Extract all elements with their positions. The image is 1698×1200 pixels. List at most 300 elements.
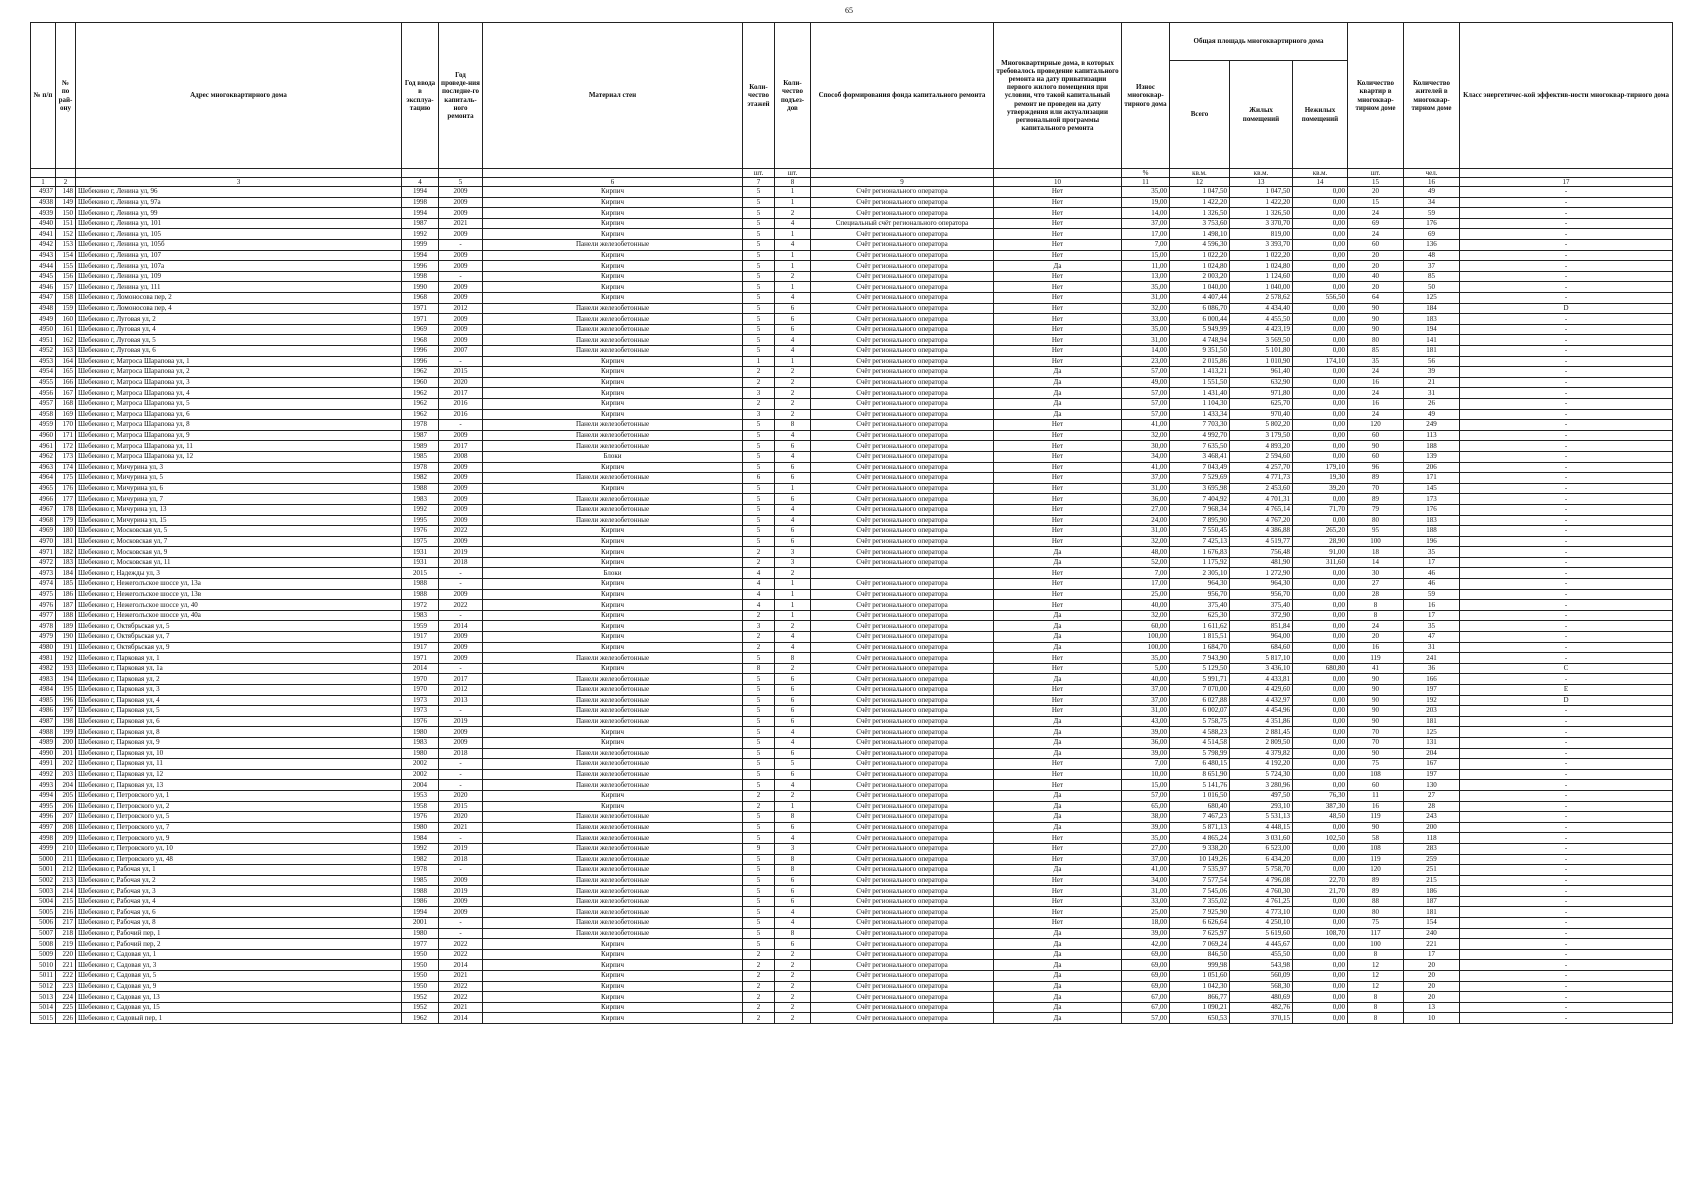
cell-wall-material: Блоки <box>483 568 743 579</box>
cell-area-nonresidential: 0,00 <box>1293 451 1348 462</box>
cell-area-total: 1 022,20 <box>1170 250 1230 261</box>
cell-area-residential: 4 767,20 <box>1230 515 1293 526</box>
cell-area-nonresidential: 0,00 <box>1293 568 1348 579</box>
cell-residents: 47 <box>1404 632 1460 643</box>
cell-area-total: 7 355,02 <box>1170 896 1230 907</box>
cell-wear-percent: 41,00 <box>1122 865 1170 876</box>
cell-residents: 31 <box>1404 388 1460 399</box>
cell-apartments: 24 <box>1348 367 1404 378</box>
cell-floors: 2 <box>743 557 775 568</box>
cell-address: Шебекино г, Парковая ул, 4 <box>76 695 402 706</box>
cell-wall-material: Кирпич <box>483 271 743 282</box>
cell-district-number: 197 <box>56 706 76 717</box>
cell-residents: 206 <box>1404 462 1460 473</box>
cell-wall-material: Панели железобетонные <box>483 240 743 251</box>
cell-address: Шебекино г, Матроса Шарапова ул, 11 <box>76 441 402 452</box>
cell-entrances: 6 <box>775 896 811 907</box>
cell-entrances: 1 <box>775 600 811 611</box>
cell-area-residential: 543,98 <box>1230 960 1293 971</box>
cell-last-repair-year: 2009 <box>439 250 483 261</box>
cell-entrances: 2 <box>775 992 811 1003</box>
cell-wall-material: Кирпич <box>483 218 743 229</box>
cell-entrances: 6 <box>775 695 811 706</box>
cell-year-built: 2015 <box>402 568 439 579</box>
cell-area-total: 1 676,83 <box>1170 547 1230 558</box>
cell-residents: 130 <box>1404 780 1460 791</box>
cell-wall-material: Панели железобетонные <box>483 706 743 717</box>
cell-area-nonresidential: 0,00 <box>1293 367 1348 378</box>
cell-year-built: 1987 <box>402 218 439 229</box>
table-row <box>31 918 1673 929</box>
cell-residents: 59 <box>1404 208 1460 219</box>
cell-address: Шебекино г, Ленина ул, 107 <box>76 250 402 261</box>
cell-area-total: 6 626,64 <box>1170 918 1230 929</box>
cell-apartments: 120 <box>1348 865 1404 876</box>
cell-row-number: 4946 <box>31 282 56 293</box>
cell-year-built: 1953 <box>402 790 439 801</box>
cell-year-built: 1962 <box>402 1013 439 1024</box>
cell-area-nonresidential: 0,00 <box>1293 409 1348 420</box>
column-number: 12 <box>1170 178 1230 187</box>
cell-row-number: 4996 <box>31 812 56 823</box>
table-row <box>31 483 1673 494</box>
cell-apartments: 18 <box>1348 547 1404 558</box>
cell-address: Шебекино г, Петровского ул, 9 <box>76 833 402 844</box>
cell-wear-percent: 32,00 <box>1122 610 1170 621</box>
cell-apartments: 60 <box>1348 240 1404 251</box>
cell-apartments: 8 <box>1348 949 1404 960</box>
cell-area-residential: 4 773,10 <box>1230 907 1293 918</box>
housing-register-table <box>30 22 1673 1024</box>
cell-wall-material: Кирпич <box>483 208 743 219</box>
table-row <box>31 557 1673 568</box>
table-row <box>31 790 1673 801</box>
cell-area-total: 6 002,07 <box>1170 706 1230 717</box>
cell-energy-class: - <box>1460 420 1673 431</box>
table-body <box>31 187 1673 1024</box>
cell-district-number: 169 <box>56 409 76 420</box>
cell-floors: 8 <box>743 663 775 674</box>
cell-address: Шебекино г, Петровского ул, 10 <box>76 843 402 854</box>
cell-entrances: 1 <box>775 579 811 590</box>
cell-residents: 69 <box>1404 229 1460 240</box>
cell-floors: 3 <box>743 388 775 399</box>
cell-year-built: 1931 <box>402 557 439 568</box>
cell-repair-required: Да <box>994 865 1122 876</box>
cell-district-number: 181 <box>56 536 76 547</box>
cell-row-number: 4974 <box>31 579 56 590</box>
table-row <box>31 377 1673 388</box>
cell-area-total: 1 413,21 <box>1170 367 1230 378</box>
cell-residents: 215 <box>1404 875 1460 886</box>
cell-last-repair-year: - <box>439 918 483 929</box>
cell-district-number: 150 <box>56 208 76 219</box>
table-row <box>31 674 1673 685</box>
cell-wall-material: Кирпич <box>483 1013 743 1024</box>
cell-year-built: 1962 <box>402 388 439 399</box>
cell-district-number: 196 <box>56 695 76 706</box>
cell-entrances: 6 <box>775 939 811 950</box>
cell-wear-percent: 35,00 <box>1122 833 1170 844</box>
cell-area-residential: 375,40 <box>1230 600 1293 611</box>
header-year-built: Год ввода в эксплуа-тацию <box>402 23 439 169</box>
cell-apartments: 14 <box>1348 557 1404 568</box>
cell-last-repair-year: 2009 <box>439 875 483 886</box>
cell-floors: 5 <box>743 229 775 240</box>
cell-wear-percent: 67,00 <box>1122 992 1170 1003</box>
cell-area-residential: 568,30 <box>1230 981 1293 992</box>
cell-district-number: 213 <box>56 875 76 886</box>
cell-floors: 5 <box>743 918 775 929</box>
cell-energy-class: - <box>1460 790 1673 801</box>
cell-residents: 50 <box>1404 282 1460 293</box>
cell-year-built: 1950 <box>402 960 439 971</box>
cell-fund-method: Счёт регионального оператора <box>811 727 994 738</box>
cell-wall-material: Панели железобетонные <box>483 896 743 907</box>
cell-area-nonresidential: 0,00 <box>1293 600 1348 611</box>
cell-fund-method: Счёт регионального оператора <box>811 271 994 282</box>
cell-last-repair-year: 2009 <box>439 473 483 484</box>
cell-area-total: 7 943,90 <box>1170 653 1230 664</box>
cell-fund-method: Счёт регионального оператора <box>811 843 994 854</box>
cell-district-number: 218 <box>56 928 76 939</box>
cell-entrances: 1 <box>775 197 811 208</box>
cell-fund-method: Счёт регионального оператора <box>811 420 994 431</box>
cell-district-number: 198 <box>56 716 76 727</box>
cell-row-number: 4942 <box>31 240 56 251</box>
cell-area-total: 1 175,92 <box>1170 557 1230 568</box>
unit-label <box>994 169 1122 178</box>
cell-area-nonresidential: 0,00 <box>1293 769 1348 780</box>
cell-wall-material: Панели железобетонные <box>483 865 743 876</box>
cell-entrances: 1 <box>775 610 811 621</box>
cell-wall-material: Кирпич <box>483 610 743 621</box>
unit-label <box>439 169 483 178</box>
cell-apartments: 11 <box>1348 790 1404 801</box>
table-row <box>31 610 1673 621</box>
cell-year-built: 1983 <box>402 610 439 621</box>
table-row <box>31 949 1673 960</box>
cell-row-number: 5000 <box>31 854 56 865</box>
cell-apartments: 58 <box>1348 833 1404 844</box>
cell-last-repair-year: 2019 <box>439 843 483 854</box>
cell-address: Шебекино г, Луговая ул, 5 <box>76 335 402 346</box>
cell-floors: 2 <box>743 981 775 992</box>
cell-floors: 5 <box>743 271 775 282</box>
cell-last-repair-year: 2022 <box>439 949 483 960</box>
cell-floors: 5 <box>743 526 775 537</box>
cell-area-total: 2 015,86 <box>1170 356 1230 367</box>
cell-area-total: 3 753,60 <box>1170 218 1230 229</box>
cell-fund-method: Счёт регионального оператора <box>811 526 994 537</box>
header-floors: Коли-чество этажей <box>743 23 775 169</box>
cell-area-nonresidential: 0,00 <box>1293 388 1348 399</box>
cell-last-repair-year: - <box>439 928 483 939</box>
cell-wear-percent: 25,00 <box>1122 907 1170 918</box>
cell-address: Шебекино г, Парковая ул, 11 <box>76 759 402 770</box>
cell-residents: 181 <box>1404 716 1460 727</box>
cell-residents: 35 <box>1404 621 1460 632</box>
cell-entrances: 2 <box>775 409 811 420</box>
cell-year-built: 1980 <box>402 748 439 759</box>
cell-entrances: 6 <box>775 473 811 484</box>
cell-district-number: 153 <box>56 240 76 251</box>
table-row <box>31 409 1673 420</box>
table-row <box>31 886 1673 897</box>
cell-apartments: 24 <box>1348 229 1404 240</box>
cell-area-residential: 4 454,96 <box>1230 706 1293 717</box>
cell-floors: 4 <box>743 589 775 600</box>
cell-floors: 5 <box>743 875 775 886</box>
cell-entrances: 1 <box>775 250 811 261</box>
table-row <box>31 398 1673 409</box>
cell-energy-class: - <box>1460 981 1673 992</box>
cell-repair-required: Да <box>994 981 1122 992</box>
cell-apartments: 16 <box>1348 801 1404 812</box>
cell-floors: 2 <box>743 642 775 653</box>
cell-wall-material: Панели железобетонные <box>483 314 743 325</box>
cell-residents: 20 <box>1404 992 1460 1003</box>
column-number: 17 <box>1460 178 1673 187</box>
cell-area-residential: 4 519,77 <box>1230 536 1293 547</box>
cell-energy-class: - <box>1460 377 1673 388</box>
cell-area-residential: 756,48 <box>1230 547 1293 558</box>
cell-wear-percent: 23,00 <box>1122 356 1170 367</box>
cell-fund-method: Счёт регионального оператора <box>811 716 994 727</box>
cell-wall-material: Панели железобетонные <box>483 780 743 791</box>
cell-wall-material: Кирпич <box>483 377 743 388</box>
cell-address: Шебекино г, Мичурина ул, 6 <box>76 483 402 494</box>
cell-wall-material: Кирпич <box>483 526 743 537</box>
cell-row-number: 4937 <box>31 187 56 198</box>
cell-floors: 5 <box>743 759 775 770</box>
cell-area-residential: 5 802,20 <box>1230 420 1293 431</box>
cell-entrances: 2 <box>775 663 811 674</box>
cell-wear-percent: 65,00 <box>1122 801 1170 812</box>
cell-last-repair-year: 2009 <box>439 197 483 208</box>
cell-floors: 2 <box>743 992 775 1003</box>
cell-area-total: 7 550,45 <box>1170 526 1230 537</box>
cell-wall-material: Панели железобетонные <box>483 685 743 696</box>
cell-address: Шебекино г, Московская ул, 7 <box>76 536 402 547</box>
cell-address: Шебекино г, Садовая ул, 13 <box>76 992 402 1003</box>
cell-row-number: 4998 <box>31 833 56 844</box>
cell-address: Шебекино г, Московская ул, 9 <box>76 547 402 558</box>
cell-energy-class: - <box>1460 398 1673 409</box>
cell-last-repair-year: 2015 <box>439 367 483 378</box>
cell-wear-percent: 5,00 <box>1122 663 1170 674</box>
cell-residents: 125 <box>1404 293 1460 304</box>
cell-entrances: 4 <box>775 737 811 748</box>
cell-area-total: 4 865,24 <box>1170 833 1230 844</box>
cell-area-residential: 2 594,60 <box>1230 451 1293 462</box>
cell-area-nonresidential: 108,70 <box>1293 928 1348 939</box>
table-row <box>31 462 1673 473</box>
table-row <box>31 356 1673 367</box>
cell-residents: 49 <box>1404 187 1460 198</box>
cell-year-built: 1988 <box>402 483 439 494</box>
cell-area-residential: 1 010,90 <box>1230 356 1293 367</box>
cell-energy-class: - <box>1460 600 1673 611</box>
cell-area-nonresidential: 0,00 <box>1293 896 1348 907</box>
cell-area-total: 4 596,30 <box>1170 240 1230 251</box>
cell-residents: 136 <box>1404 240 1460 251</box>
cell-district-number: 201 <box>56 748 76 759</box>
cell-energy-class: - <box>1460 568 1673 579</box>
cell-floors: 5 <box>743 748 775 759</box>
cell-row-number: 4951 <box>31 335 56 346</box>
cell-fund-method: Счёт регионального оператора <box>811 388 994 399</box>
column-number: 2 <box>56 178 76 187</box>
cell-wall-material: Панели железобетонные <box>483 515 743 526</box>
cell-area-nonresidential: 0,00 <box>1293 907 1348 918</box>
cell-floors: 5 <box>743 727 775 738</box>
cell-entrances: 2 <box>775 621 811 632</box>
cell-entrances: 6 <box>775 706 811 717</box>
cell-last-repair-year: 2022 <box>439 939 483 950</box>
cell-district-number: 156 <box>56 271 76 282</box>
cell-year-built: 1958 <box>402 801 439 812</box>
cell-area-nonresidential: 0,00 <box>1293 971 1348 982</box>
cell-row-number: 4965 <box>31 483 56 494</box>
cell-year-built: 1971 <box>402 303 439 314</box>
cell-area-residential: 4 761,25 <box>1230 896 1293 907</box>
cell-address: Шебекино г, Матроса Шарапова ул, 3 <box>76 377 402 388</box>
cell-last-repair-year: - <box>439 579 483 590</box>
table-row <box>31 632 1673 643</box>
column-number: 10 <box>994 178 1122 187</box>
cell-address: Шебекино г, Нежеголъское шоссе ул, 40а <box>76 610 402 621</box>
cell-residents: 31 <box>1404 642 1460 653</box>
cell-repair-required: Нет <box>994 504 1122 515</box>
table-row <box>31 526 1673 537</box>
table-row <box>31 261 1673 272</box>
cell-wall-material: Кирпич <box>483 632 743 643</box>
cell-address: Шебекино г, Матроса Шарапова ул, 5 <box>76 398 402 409</box>
cell-entrances: 8 <box>775 653 811 664</box>
cell-energy-class: - <box>1460 462 1673 473</box>
cell-energy-class: - <box>1460 748 1673 759</box>
cell-row-number: 4952 <box>31 346 56 357</box>
cell-apartments: 30 <box>1348 568 1404 579</box>
cell-energy-class: - <box>1460 536 1673 547</box>
cell-address: Шебекино г, Рабочий пер, 1 <box>76 928 402 939</box>
cell-fund-method: Счёт регионального оператора <box>811 610 994 621</box>
cell-wall-material: Кирпич <box>483 960 743 971</box>
cell-floors: 4 <box>743 600 775 611</box>
unit-label: чел. <box>1404 169 1460 178</box>
cell-wall-material: Кирпич <box>483 187 743 198</box>
cell-district-number: 205 <box>56 790 76 801</box>
cell-apartments: 90 <box>1348 695 1404 706</box>
page-number: 65 <box>845 6 853 15</box>
cell-last-repair-year: 2019 <box>439 886 483 897</box>
cell-energy-class: - <box>1460 557 1673 568</box>
cell-last-repair-year: 2009 <box>439 515 483 526</box>
cell-apartments: 60 <box>1348 451 1404 462</box>
cell-district-number: 171 <box>56 430 76 441</box>
cell-repair-required: Нет <box>994 494 1122 505</box>
cell-wear-percent: 17,00 <box>1122 579 1170 590</box>
cell-year-built: 1994 <box>402 250 439 261</box>
cell-year-built: 1995 <box>402 515 439 526</box>
cell-row-number: 4981 <box>31 653 56 664</box>
cell-energy-class: - <box>1460 854 1673 865</box>
cell-wall-material: Кирпич <box>483 250 743 261</box>
cell-row-number: 4949 <box>31 314 56 325</box>
cell-area-residential: 971,80 <box>1230 388 1293 399</box>
cell-row-number: 4950 <box>31 324 56 335</box>
cell-year-built: 1988 <box>402 589 439 600</box>
cell-year-built: 1987 <box>402 430 439 441</box>
cell-address: Шебекино г, Ленина ул, 105 <box>76 229 402 240</box>
cell-last-repair-year: 2021 <box>439 971 483 982</box>
cell-row-number: 5006 <box>31 918 56 929</box>
cell-floors: 5 <box>743 441 775 452</box>
cell-wear-percent: 14,00 <box>1122 208 1170 219</box>
cell-wall-material: Кирпич <box>483 1002 743 1013</box>
cell-entrances: 6 <box>775 685 811 696</box>
cell-last-repair-year: - <box>439 780 483 791</box>
cell-wear-percent: 67,00 <box>1122 1002 1170 1013</box>
cell-apartments: 119 <box>1348 854 1404 865</box>
cell-address: Шебекино г, Рабочий пер, 2 <box>76 939 402 950</box>
cell-address: Шебекино г, Петровского ул, 2 <box>76 801 402 812</box>
cell-fund-method: Счёт регионального оператора <box>811 759 994 770</box>
cell-entrances: 4 <box>775 642 811 653</box>
cell-area-total: 7 043,49 <box>1170 462 1230 473</box>
cell-area-nonresidential: 0,00 <box>1293 706 1348 717</box>
cell-energy-class: - <box>1460 441 1673 452</box>
cell-residents: 243 <box>1404 812 1460 823</box>
cell-year-built: 1976 <box>402 812 439 823</box>
cell-entrances: 4 <box>775 632 811 643</box>
cell-residents: 139 <box>1404 451 1460 462</box>
cell-area-residential: 5 817,10 <box>1230 653 1293 664</box>
cell-area-residential: 4 701,31 <box>1230 494 1293 505</box>
cell-residents: 35 <box>1404 547 1460 558</box>
cell-area-nonresidential: 0,00 <box>1293 441 1348 452</box>
cell-area-total: 4 407,44 <box>1170 293 1230 304</box>
cell-district-number: 210 <box>56 843 76 854</box>
table-row <box>31 695 1673 706</box>
cell-year-built: 1998 <box>402 197 439 208</box>
cell-district-number: 182 <box>56 547 76 558</box>
cell-row-number: 4997 <box>31 822 56 833</box>
table-row <box>31 229 1673 240</box>
cell-address: Шебекино г, Парковая ул, 3 <box>76 685 402 696</box>
cell-repair-required: Нет <box>994 600 1122 611</box>
cell-district-number: 209 <box>56 833 76 844</box>
cell-fund-method: Счёт регионального оператора <box>811 579 994 590</box>
cell-area-residential: 684,60 <box>1230 642 1293 653</box>
cell-wall-material: Кирпич <box>483 949 743 960</box>
cell-area-residential: 497,50 <box>1230 790 1293 801</box>
cell-wall-material: Кирпич <box>483 579 743 590</box>
cell-fund-method: Счёт регионального оператора <box>811 346 994 357</box>
cell-entrances: 1 <box>775 483 811 494</box>
table-row <box>31 812 1673 823</box>
cell-energy-class: - <box>1460 907 1673 918</box>
header-residents: Количество жителей в многоквар-тирном доме <box>1404 23 1460 169</box>
cell-residents: 46 <box>1404 579 1460 590</box>
table-row <box>31 589 1673 600</box>
cell-year-built: 1992 <box>402 504 439 515</box>
cell-residents: 125 <box>1404 727 1460 738</box>
cell-entrances: 8 <box>775 854 811 865</box>
unit-label: кв.м. <box>1230 169 1293 178</box>
cell-area-total: 5 991,71 <box>1170 674 1230 685</box>
